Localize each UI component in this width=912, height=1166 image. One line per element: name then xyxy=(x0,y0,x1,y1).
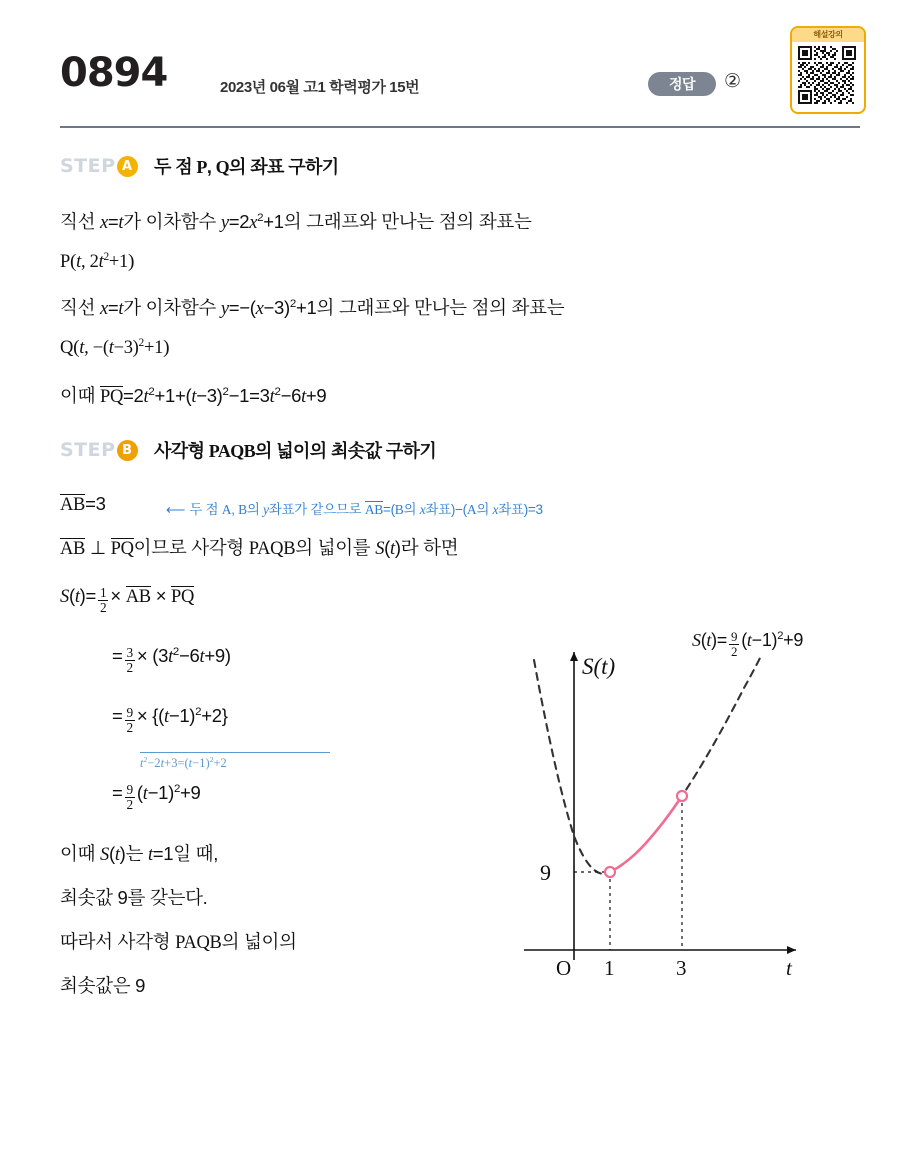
solution-line-13: 최솟값 9를 갖는다. xyxy=(60,887,208,908)
solution-line-5: 이때 $PQ=2t^2+1+(t-3)^2-1=3t^2-6t+9$ xyxy=(60,385,327,407)
step-b-title: 사각형 PAQB의 넓이의 최솟값 구하기 xyxy=(154,441,437,461)
svg-text:1: 1 xyxy=(604,956,615,980)
problem-number: 0894 xyxy=(60,50,168,96)
answer-label: 정답 xyxy=(648,72,716,96)
step-a-letter: A xyxy=(117,156,138,177)
solution-line-1: 직선 x=t가 이차함수 $y=2x^2+1$의 그래프와 만나는 점의 좌표는 xyxy=(60,211,532,233)
solution-line-9: = $\frac{3}{2}$ × $(3t^2-6t+9)$ xyxy=(112,644,231,675)
step-a-title: 두 점 P, Q의 좌표 구하기 xyxy=(154,157,339,177)
step-b-letter: B xyxy=(117,440,138,461)
solution-line-12: 이때 S(t)는 t=1일 때, xyxy=(60,843,219,865)
svg-text:S(t): S(t) xyxy=(582,654,616,679)
graph-svg xyxy=(496,620,862,990)
sub-note: $t^2-2t+3=(t-1)^2+2$ xyxy=(140,755,227,771)
solution-line-3: 직선 x=t가 이차함수 $y=-(x-3)^2+1$의 그래프와 만나는 점의 좌표는 xyxy=(60,297,565,319)
solution-line-10: = $\frac{9}{2}$ × $\{(t-1)^2+2\}$ xyxy=(112,704,228,735)
svg-text:9: 9 xyxy=(540,860,551,885)
solution-line-4: Q(t, $-(t-3)^2+1$) xyxy=(60,337,170,359)
svg-text:3: 3 xyxy=(676,956,687,980)
answer-value: ② xyxy=(724,71,742,92)
qr-code-icon[interactable] xyxy=(798,46,856,104)
step-a-badge: STEP xyxy=(60,155,116,177)
side-note: ⟵ 두 점 A, B의 y좌표가 같으므로 AB=(B의 x좌표)−(A의 x좌표)=3 xyxy=(166,502,543,517)
step-b-badge: STEP xyxy=(60,439,116,461)
solution-line-6: AB=3 xyxy=(60,493,106,515)
page-header xyxy=(60,50,860,118)
graph-equation: S(t)= $\frac{9}{2}$ $(t-1)^2+9$ xyxy=(692,629,804,659)
problem-source: 2023년 06월 고1 학력평가 15번 xyxy=(220,79,420,96)
solution-line-14: 따라서 사각형 PAQB의 넓이의 xyxy=(60,931,297,953)
solution-line-11: = $\frac{9}{2}$ $(t-1)^2+9$ xyxy=(112,781,201,812)
sub-note-rule xyxy=(140,752,330,753)
step-b-heading xyxy=(60,437,436,463)
solution-line-2: P(t, $2t^2+1$) xyxy=(60,251,135,273)
header-divider xyxy=(60,126,860,128)
note-arrow-icon: ⟵ xyxy=(166,502,184,517)
graph-figure xyxy=(496,620,862,990)
solution-line-8: S(t)= $\frac{1}{2}$ × AB × PQ xyxy=(60,584,195,615)
step-a-heading xyxy=(60,153,339,179)
qr-caption: 해설강의 xyxy=(792,28,864,42)
solution-line-15: 최솟값은 9 xyxy=(60,975,146,996)
qr-lecture-box[interactable] xyxy=(790,26,866,114)
svg-text:O: O xyxy=(556,956,572,980)
solution-line-7: AB ⊥ PQ이므로 사각형 PAQB의 넓이를 S(t)라 하면 xyxy=(60,537,459,559)
svg-text:t: t xyxy=(786,956,792,980)
